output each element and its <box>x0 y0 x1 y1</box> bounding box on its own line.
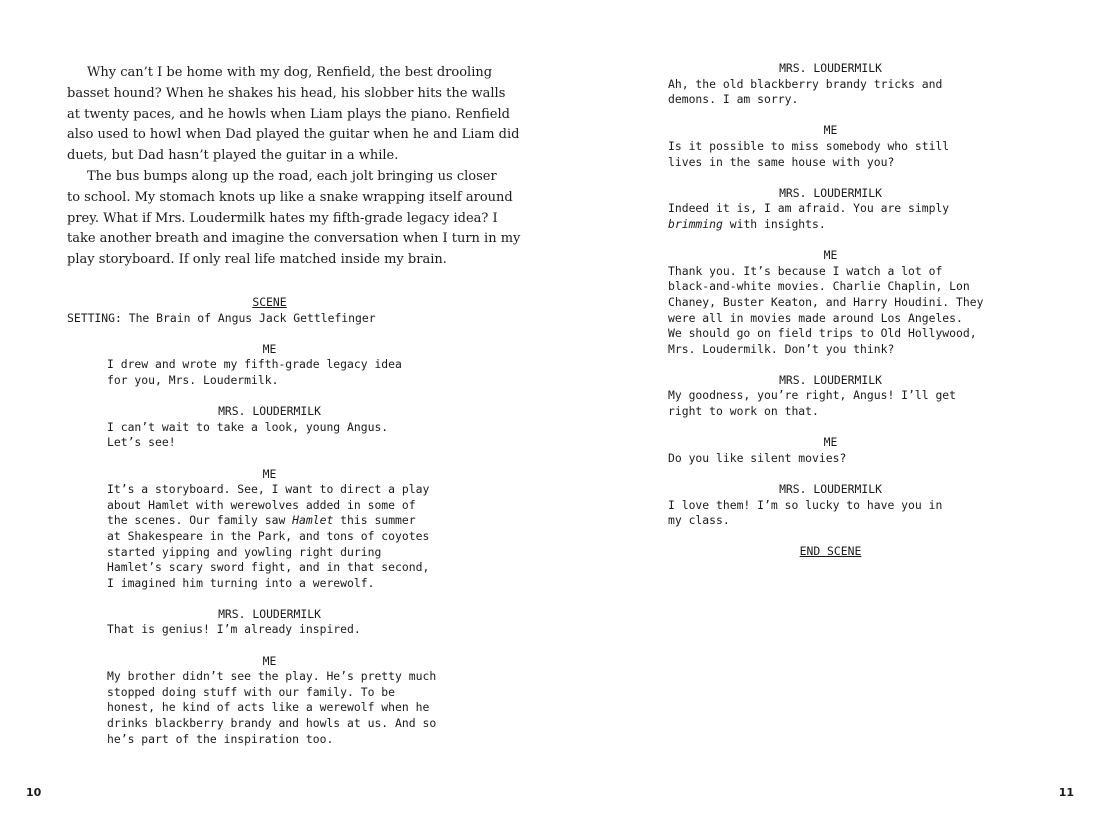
dialogue-line: Ah, the old blackberry brandy tricks and <box>668 76 943 91</box>
dialogue-line: for you, Mrs. Loudermilk. <box>107 372 279 387</box>
dialogue-line: I imagined him turning into a werewolf. <box>107 575 375 590</box>
dialogue <box>67 482 507 591</box>
dialogue-line: at Shakespeare in the Park, and tons of coyotes <box>107 528 430 543</box>
dialogue-line: lives in the same house with you? <box>668 154 895 169</box>
right-page <box>550 0 1100 825</box>
dialogue-line: Hamlet’s scary sword fight, and in that second, <box>107 560 430 575</box>
dialogue-line: Thank you. It’s because I watch a lot of <box>668 263 943 278</box>
dialogue-line: It’s a storyboard. See, I want to direct a play <box>107 482 430 497</box>
speaker-cue: MRS. LOUDERMILK <box>218 606 321 621</box>
speaker-cue: ME <box>262 653 277 668</box>
text-line: Why can’t I be home with my dog, Renfield, the best drooling <box>87 65 493 80</box>
page-number-right: 11 <box>1058 786 1074 799</box>
dialogue-line: black-and-white movies. Charlie Chaplin, Lon <box>668 279 970 294</box>
speaker-cue: MRS. LOUDERMILK <box>218 404 321 419</box>
text-line: play storyboard. If only real life matched inside my brain. <box>67 252 447 268</box>
dialogue-line: Chaney, Buster Keaton, and Harry Houdini. They <box>668 294 984 309</box>
speaker-cue: MRS. LOUDERMILK <box>779 372 882 387</box>
dialogue-line: We should go on field trips to Old Hollywood, <box>668 326 977 341</box>
text-line: at twenty paces, and he howls when Liam plays the piano. Renfield <box>67 106 510 122</box>
script-excerpt-left <box>67 295 507 747</box>
speaker-cue: ME <box>262 341 277 356</box>
dialogue <box>67 357 507 388</box>
setting-line: SETTING: The Brain of Angus Jack Gettlefinger <box>67 310 376 325</box>
paragraph <box>67 167 521 271</box>
dialogue-line: honest, he kind of acts like a werewolf when he <box>107 700 430 715</box>
speaker-cue: ME <box>262 466 277 481</box>
scene-heading: SCENE <box>252 295 287 309</box>
dialogue-line: started yipping and yowling right during <box>107 544 382 559</box>
dialogue-line: My brother didn’t see the play. He’s pretty much <box>107 669 437 684</box>
speaker-cue: MRS. LOUDERMILK <box>779 185 882 200</box>
dialogue-line: Let’s see! <box>107 435 176 450</box>
dialogue-line: my class. <box>668 513 730 528</box>
text-line: The bus bumps along up the road, each jolt bringing us closer <box>87 168 497 184</box>
dialogue-line: Do you like silent movies? <box>668 450 847 465</box>
dialogue-line: I can’t wait to take a look, young Angus. <box>107 419 389 434</box>
speaker-cue: ME <box>823 123 838 138</box>
speaker-cue: ME <box>823 435 838 450</box>
paragraph <box>67 63 520 167</box>
text-line: basset hound? When he shakes his head, his slobber hits the walls <box>67 85 506 101</box>
dialogue-line: Indeed it is, I am afraid. You are simply <box>668 201 950 216</box>
speaker-cue: ME <box>823 248 838 263</box>
dialogue-line: the scenes. Our family saw Hamlet this summer <box>107 513 416 528</box>
text-line: to school. My stomach knots up like a snake wrapping itself around <box>67 189 513 205</box>
speaker-cue: MRS. LOUDERMILK <box>779 61 882 75</box>
dialogue-line: about Hamlet with werewolves added in some of <box>107 497 416 512</box>
dialogue-line: drinks blackberry brandy and howls at us. And so <box>107 716 437 731</box>
text-line: duets, but Dad hasn’t played the guitar in a while. <box>67 148 399 164</box>
dialogue <box>67 622 507 638</box>
text-line: also used to howl when Dad played the guitar when he and Liam did <box>67 127 520 143</box>
prose-text <box>67 63 521 271</box>
dialogue <box>67 420 507 451</box>
dialogue-line: I drew and wrote my fifth-grade legacy idea <box>107 357 402 372</box>
text-line: prey. What if Mrs. Loudermilk hates my fifth-grade legacy idea? I <box>67 210 498 226</box>
speaker-cue: MRS. LOUDERMILK <box>779 482 882 497</box>
dialogue-line: I love them! I’m so lucky to have you in <box>668 497 943 512</box>
page-number-left: 10 <box>26 786 42 799</box>
end-scene-heading: END SCENE <box>799 544 862 559</box>
dialogue-line: he’s part of the inspiration too. <box>107 731 334 746</box>
dialogue <box>67 669 507 747</box>
text-line: take another breath and imagine the conversation when I turn in my <box>67 231 521 247</box>
dialogue-line: Mrs. Loudermilk. Don’t you think? <box>668 341 895 356</box>
dialogue-line: were all in movies made around Los Angeles. <box>668 310 963 325</box>
dialogue-line: My goodness, you’re right, Angus! I’ll get <box>668 388 957 403</box>
dialogue-line: brimming with insights. <box>668 216 826 231</box>
dialogue-line: That is genius! I’m already inspired. <box>107 622 361 637</box>
dialogue-line: stopped doing stuff with our family. To be <box>107 684 396 699</box>
script-excerpt-right <box>668 61 998 560</box>
dialogue-line: right to work on that. <box>668 404 819 419</box>
dialogue-line: demons. I am sorry. <box>668 92 799 107</box>
dialogue-line: Is it possible to miss somebody who still <box>668 138 950 153</box>
